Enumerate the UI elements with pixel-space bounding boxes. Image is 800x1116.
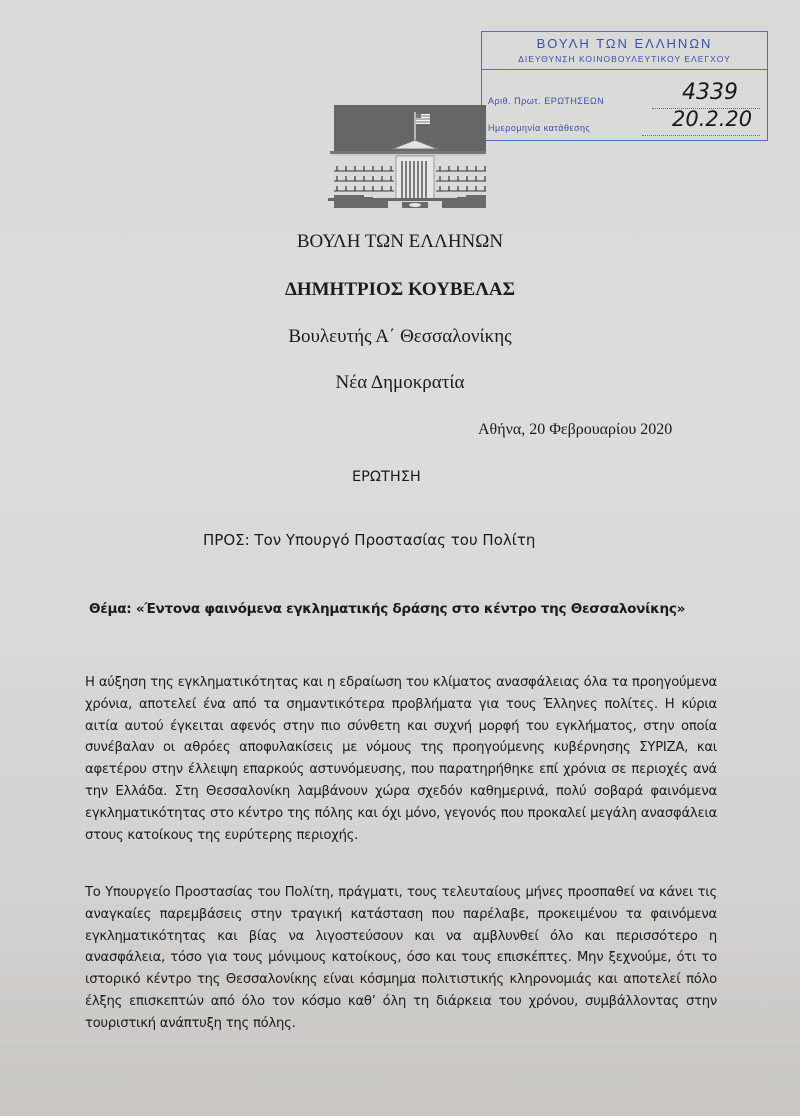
document-type-heading: ΕΡΩΤΗΣΗ bbox=[352, 469, 421, 485]
date-line: Αθήνα, 20 Φεβρουαρίου 2020 bbox=[478, 421, 673, 438]
body-paragraph: Η αύξηση της εγκληματικότητας και η εδραίωση του κλίματος ανασφάλειας όλα τα προηγούμενα χρόνια, αποτελεί ένα από τα σημαντικότερα προβλήματα για τους Έλληνες πολίτες. Η κύρια αιτία αυτού έγκειται αφενός στην πιο σύνθετη και συχνή μορφή του εγκλήματος, στην οποία συνέβαλαν οι αθρόες αποφυλακίσεις με νόμους της προηγούμενης κυβέρνησης ΣΥΡΙΖΑ, και αφετέρου στην έλλειψη επαρκούς αστυνόμευσης, που παρατηρήθηκε επί χρόνια σε περιοχές ανά την Ελλάδα. Στη Θεσσαλονίκη λαμβάνουν χώρα σχεδόν καθημερινά, πολύ σοβαρά φαινόμενα εγκληματικότητας στο κέντρο της πόλης και όχι μόνο, γεγονός που προκαλεί μεγάλη ανασφάλεια στους κατοίκους της ευρύτερης περιοχής. bbox=[85, 675, 717, 843]
reception-stamp bbox=[481, 31, 768, 141]
stamp-dotted-line bbox=[642, 135, 760, 136]
author-name: ΔΗΜΗΤΡΙΟΣ ΚΟΥΒΕΛΑΣ bbox=[284, 279, 516, 300]
stamp-date-value: 20.2.20 bbox=[672, 107, 753, 131]
body-paragraph: Το Υπουργείο Προστασίας του Πολίτη, πράγματι, τους τελευταίους μήνες προσπαθεί να κάνει τις αναγκαίες παρεμβάσεις στην τραγική κατάσταση που παρέλαβε, προκειμένου τα φαινόμενα εγκληματικότητας και βίας να λιγοστεύσουν και να αμβλυνθεί όλο και περισσότερο η ανασφάλεια, τόσο για τους μόνιμους κατοίκους, όσο και τους επισκέπτες. Μην ξεχνούμε, ότι το ιστορικό κέντρο της Θεσσαλονίκης είναι κόσμημα πολιτιστικής κληρονομιάς και αποτελεί πόλο έλξης επισκεπτών από όλο τον κόσμο καθ’ όλη τη διάρκεια του χρόνου, συμβάλλοντας στην τουριστική ανάπτυξη της πόλης. bbox=[85, 885, 717, 1031]
author-role: Βουλευτής Α΄ Θεσσαλονίκης bbox=[288, 326, 512, 347]
institution-heading: ΒΟΥΛΗ ΤΩΝ ΕΛΛΗΝΩΝ bbox=[296, 231, 504, 252]
subject-line: Θέμα: «Έντονα φαινόμενα εγκληματικής δράσης στο κέντρο της Θεσσαλονίκης» bbox=[89, 601, 686, 617]
stamp-date-label: Ημερομηνία κατάθεσης bbox=[488, 123, 591, 133]
stamp-department: ΔΙΕΥΘΥΝΣΗ ΚΟΙΝΟΒΟΥΛΕΥΤΙΚΟΥ ΕΛΕΓΧΟΥ bbox=[518, 54, 731, 64]
stamp-protocol-label: Αριθ. Πρωτ. ΕΡΩΤΗΣΕΩΝ bbox=[488, 96, 605, 106]
parliament-building-icon bbox=[318, 92, 486, 208]
author-party: Νέα Δημοκρατία bbox=[335, 372, 465, 393]
recipient-line: ΠΡΟΣ: Τον Υπουργό Προστασίας του Πολίτη bbox=[203, 531, 536, 549]
stamp-protocol-number: 4339 bbox=[682, 80, 738, 105]
stamp-institution: ΒΟΥΛΗ ΤΩΝ ΕΛΛΗΝΩΝ bbox=[536, 36, 713, 51]
stamp-divider bbox=[482, 69, 767, 70]
